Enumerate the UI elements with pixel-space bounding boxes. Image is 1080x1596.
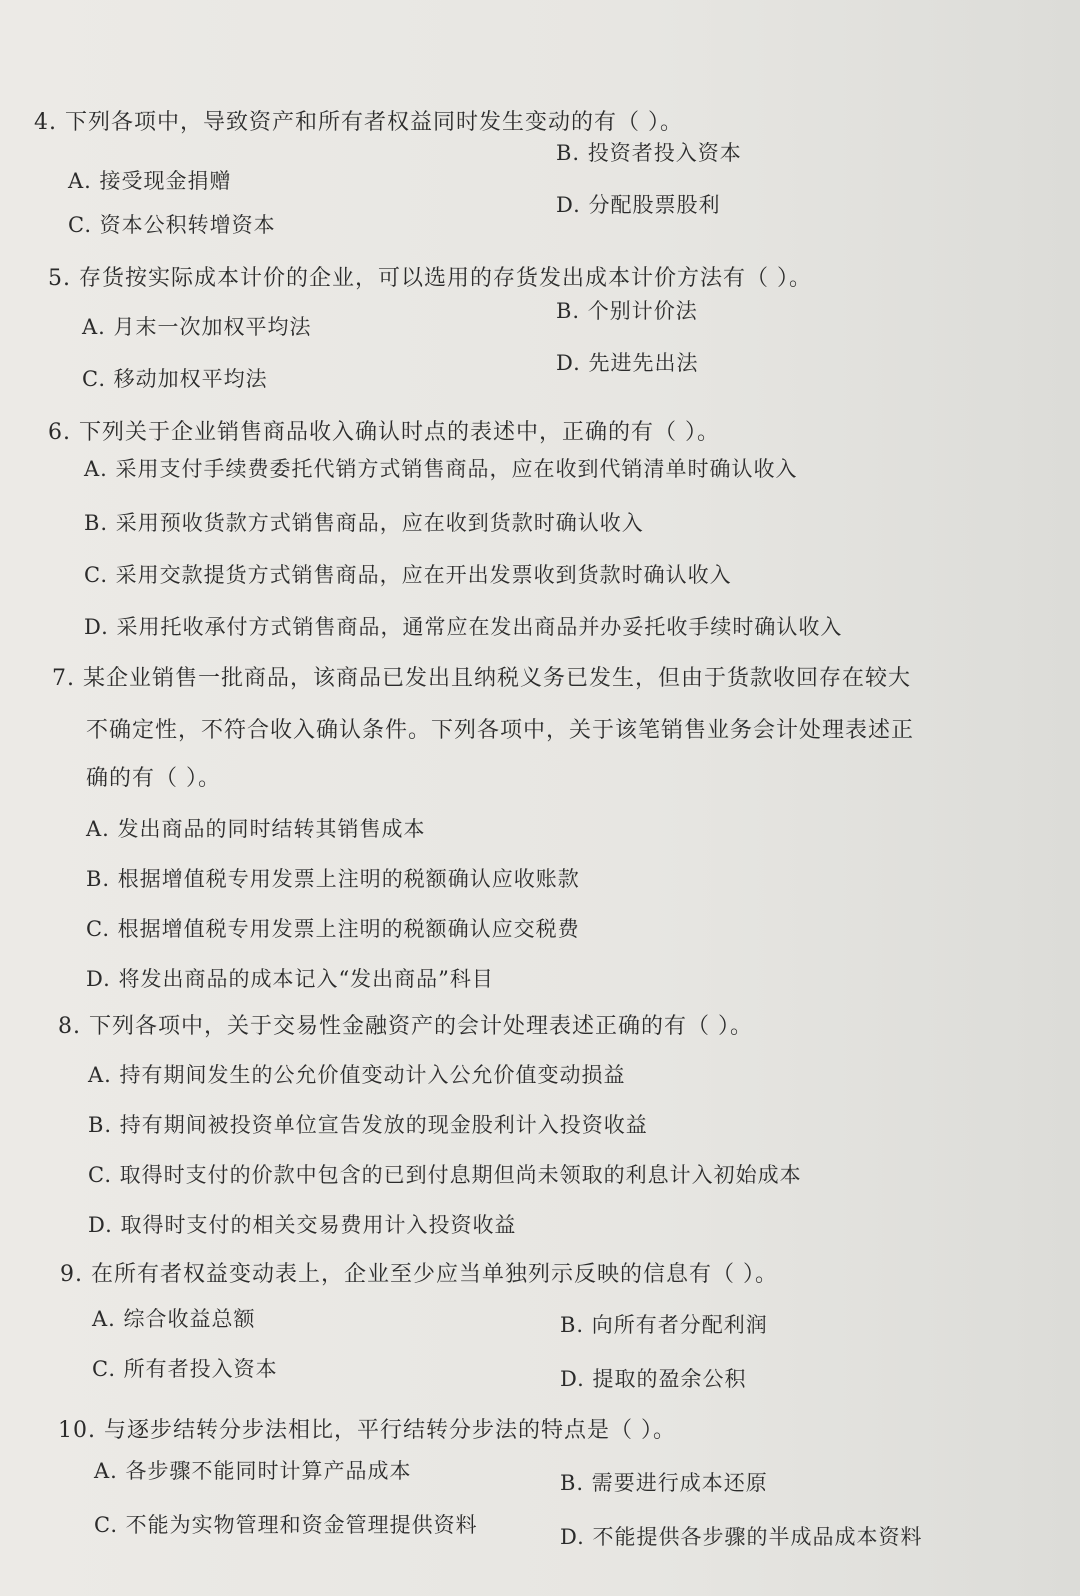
question-8-stem: 8. 下列各项中，关于交易性金融资产的会计处理表述正确的有（ ）。 [58,1014,753,1039]
question-6-stem: 6. 下列关于企业销售商品收入确认时点的表述中，正确的有（ ）。 [48,420,720,445]
question-10-option-a: A. 各步骤不能同时计算产品成本 [94,1459,412,1483]
question-6-option-a: A. 采用支付手续费委托代销方式销售商品，应在收到代销清单时确认收入 [84,457,798,481]
question-4-option-b: B. 投资者投入资本 [556,141,742,165]
question-8-option-c: C. 取得时支付的价款中包含的已到付息期但尚未领取的利息计入初始成本 [88,1163,802,1187]
question-9-option-d: D. 提取的盈余公积 [560,1367,747,1391]
question-7-stem-line-1: 7. 某企业销售一批商品，该商品已发出且纳税义务已发生，但由于货款收回存在较大 [52,666,911,691]
question-6-option-d: D. 采用托收承付方式销售商品，通常应在发出商品并办妥托收手续时确认收入 [84,615,843,639]
question-7-option-d: D. 将发出商品的成本记入“发出商品”科目 [86,967,494,991]
question-8-option-b: B. 持有期间被投资单位宣告发放的现金股利计入投资收益 [88,1113,648,1137]
question-9-stem: 9. 在所有者权益变动表上，企业至少应当单独列示反映的信息有（ ）。 [60,1262,778,1287]
question-5-stem: 5. 存货按实际成本计价的企业，可以选用的存货发出成本计价方法有（ ）。 [48,266,812,291]
question-4-option-a: A. 接受现金捐赠 [68,169,232,193]
question-5-option-a: A. 月末一次加权平均法 [82,315,312,339]
question-7-option-a: A. 发出商品的同时结转其销售成本 [86,817,426,841]
question-10-option-b: B. 需要进行成本还原 [560,1471,768,1495]
question-8-option-a: A. 持有期间发生的公允价值变动计入公允价值变动损益 [88,1063,626,1087]
question-9-option-a: A. 综合收益总额 [92,1307,256,1331]
question-9-option-b: B. 向所有者分配利润 [560,1313,768,1337]
question-4-stem: 4. 下列各项中，导致资产和所有者权益同时发生变动的有（ ）。 [34,110,683,135]
question-6-option-c: C. 采用交款提货方式销售商品，应在开出发票收到货款时确认收入 [84,563,732,587]
question-7-stem-line-2: 不确定性，不符合收入确认条件。下列各项中，关于该笔销售业务会计处理表述正 [86,718,915,743]
question-10-option-d: D. 不能提供各步骤的半成品成本资料 [560,1525,923,1549]
question-10-stem: 10. 与逐步结转分步法相比，平行结转分步法的特点是（ ）。 [58,1418,676,1443]
question-4-option-d: D. 分配股票股利 [556,193,721,217]
question-7-stem-line-3: 确的有（ ）。 [86,766,221,791]
question-5-option-c: C. 移动加权平均法 [82,367,268,391]
question-7-option-c: C. 根据增值税专用发票上注明的税额确认应交税费 [86,917,580,941]
question-8-option-d: D. 取得时支付的相关交易费用计入投资收益 [88,1213,517,1237]
question-10-option-c: C. 不能为实物管理和资金管理提供资料 [94,1513,478,1537]
question-5-option-d: D. 先进先出法 [556,351,699,375]
question-5-option-b: B. 个别计价法 [556,299,698,323]
question-7-option-b: B. 根据增值税专用发票上注明的税额确认应收账款 [86,867,580,891]
question-6-option-b: B. 采用预收货款方式销售商品，应在收到货款时确认收入 [84,511,644,535]
question-4-option-c: C. 资本公积转增资本 [68,213,276,237]
question-9-option-c: C. 所有者投入资本 [92,1357,278,1381]
